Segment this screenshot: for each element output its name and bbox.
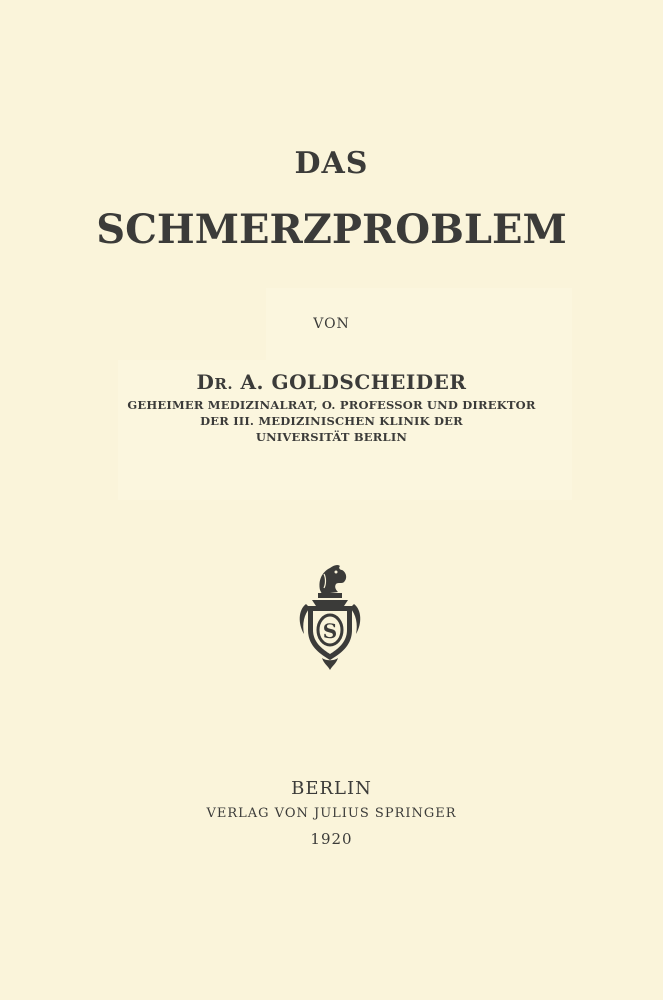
title-line-1: DAS xyxy=(294,146,369,181)
springer-chess-knight-emblem-icon xyxy=(294,560,366,672)
imprint-year: 1920 xyxy=(310,830,353,848)
author-prefix-small: R. xyxy=(214,375,234,393)
author-description-line: UNIVERSITÄT BERLIN xyxy=(255,430,408,444)
logo-letter: S xyxy=(322,619,338,643)
by-label: VON xyxy=(313,316,350,332)
author-description-line: GEHEIMER MEDIZINALRAT, O. PROFESSOR UND DIREKTOR xyxy=(127,398,536,412)
author-prefix-large: D xyxy=(196,370,215,394)
author-description-line: DER III. MEDIZINISCHEN KLINIK DER xyxy=(200,414,463,428)
author-name xyxy=(0,370,663,394)
title-line-2: SCHMERZPROBLEM xyxy=(96,206,567,253)
imprint-city: BERLIN xyxy=(291,778,372,799)
author-surname: A. GOLDSCHEIDER xyxy=(233,370,467,394)
imprint-publisher: VERLAG VON JULIUS SPRINGER xyxy=(206,806,457,821)
